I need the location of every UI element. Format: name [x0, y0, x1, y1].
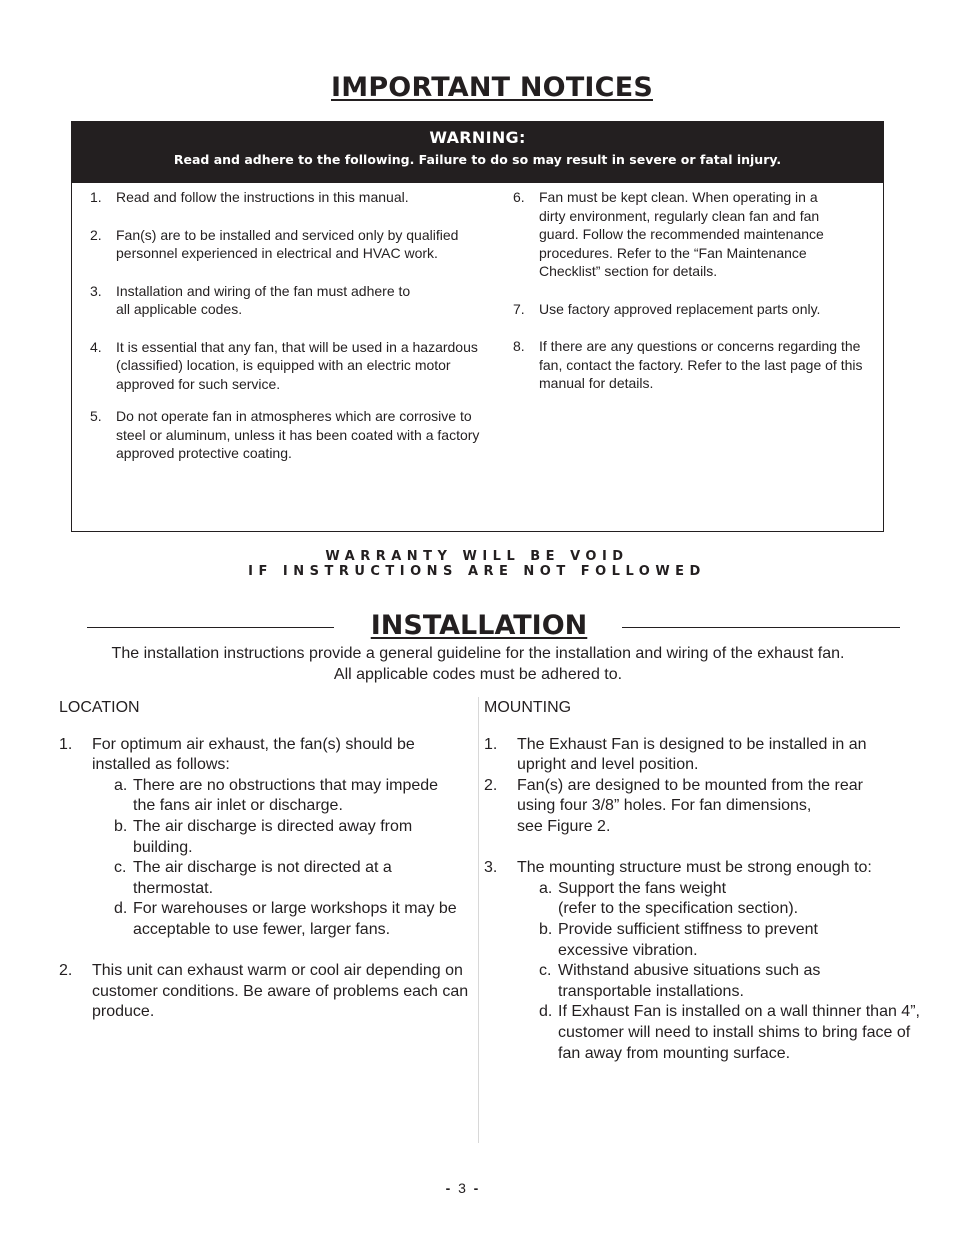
warning-text: Read and adhere to the following. Failure to do so may result in severe or fatal injury.: [173, 152, 782, 167]
subitem-text: Withstand abusive situations such as transportable installations.: [558, 962, 821, 1000]
spacer: [59, 941, 474, 962]
notice-item: [90, 226, 476, 263]
subitem-letter: d.: [114, 900, 128, 918]
subitem-letter: b.: [114, 817, 128, 835]
notice-text: Use factory approved replacement parts only.: [539, 300, 821, 317]
subitem-text: Support the fans weight: [558, 879, 727, 897]
item-number: 2.: [484, 776, 498, 794]
notice-item: [513, 300, 883, 319]
item-text: For optimum air exhaust, the fan(s) should be installed as follows:: [92, 735, 415, 774]
notice-item: [90, 282, 416, 319]
mounting-item: [484, 858, 937, 879]
important-notices-title: IMPORTANT NOTICES: [331, 72, 653, 103]
column-divider: [478, 697, 479, 1143]
subitem-letter: c.: [114, 859, 127, 877]
notice-item: [513, 188, 839, 281]
location-item: [59, 735, 447, 776]
intro-line-1: The installation instructions provide a general guideline for the installation and wiring of the exhaust fan.: [111, 645, 845, 662]
item-number: 1.: [484, 735, 498, 753]
warning-label: WARNING:: [429, 128, 526, 147]
notices-left-column: [90, 188, 490, 482]
installation-intro: [0, 643, 954, 685]
subitem-letter: a.: [539, 879, 553, 897]
subitem-text: The air discharge is not directed at a thermostat.: [133, 859, 392, 897]
notice-number: 2.: [90, 226, 102, 243]
warranty-notice: [0, 549, 954, 579]
subitem-text-continued: (refer to the specification section).: [558, 900, 799, 918]
subitem-letter: c.: [539, 962, 552, 980]
item-text: The Exhaust Fan is designed to be installed in an upright and level position.: [517, 735, 867, 774]
mounting-subitem: [539, 879, 898, 920]
mounting-item: [484, 776, 897, 838]
notice-text: Installation and wiring of the fan must adhere to all applicable codes.: [116, 282, 411, 317]
subitem-letter: d.: [539, 1003, 553, 1021]
location-column: [59, 698, 474, 1023]
notice-text: It is essential that any fan, that will be used in a hazardous (classified) location, is equipped with an electric motor approved for such service.: [116, 338, 478, 392]
location-subitem: [114, 858, 423, 899]
item-text: The mounting structure must be strong enough to:: [517, 859, 872, 877]
notice-text: Do not operate fan in atmospheres which are corrosive to steel or aluminum, unless it has been coated with a factory approved protective coating.: [116, 408, 480, 461]
mounting-subitem: [539, 961, 858, 1002]
notice-number: 5.: [90, 408, 102, 424]
item-text: Fan(s) are designed to be mounted from the rear using four 3/8” holes. For fan dimensions,: [517, 776, 863, 815]
warranty-line-2: IF INSTRUCTIONS ARE NOT FOLLOWED: [248, 564, 706, 579]
item-number: 3.: [484, 859, 498, 877]
mounting-item: [484, 735, 897, 776]
location-item: [59, 961, 474, 1023]
subitem-text: Provide sufficient stiffness to prevent excessive vibration.: [558, 920, 818, 959]
warning-header: [72, 122, 883, 183]
mounting-subitems: [517, 879, 924, 1064]
location-subitems: [92, 776, 474, 941]
mounting-subitem: [539, 920, 858, 961]
notice-text: Read and follow the instructions in this manual.: [116, 189, 409, 205]
mounting-column: [484, 698, 924, 1064]
item-text-continued: see Figure 2.: [517, 817, 611, 835]
location-subitem: [114, 899, 458, 940]
warning-box: [71, 121, 884, 532]
page-number: [0, 1180, 924, 1196]
notice-number: 1.: [90, 189, 102, 205]
subitem-text: If Exhaust Fan is installed on a wall thinner than 4”, customer will need to install shims to bring face of fan away from mounting surface.: [558, 1003, 920, 1062]
subitem-text: There are no obstructions that may impede the fans air inlet or discharge.: [133, 776, 439, 815]
item-text: This unit can exhaust warm or cool air depending on customer conditions. Be aware of problems each can produce.: [92, 962, 469, 1021]
location-subitem: [114, 817, 438, 858]
warranty-line-1: WARRANTY WILL BE VOID: [325, 549, 629, 564]
location-subitem: [114, 776, 463, 817]
spacer: [484, 838, 924, 859]
subitem-letter: a.: [114, 776, 128, 794]
subitem-letter: b.: [539, 920, 553, 938]
subitem-text: The air discharge is directed away from building.: [133, 817, 413, 856]
installation-title: INSTALLATION: [370, 610, 588, 641]
subitem-text: For warehouses or large workshops it may be acceptable to use fewer, larger fans.: [133, 900, 457, 938]
item-number: 1.: [59, 735, 73, 753]
location-heading: LOCATION: [59, 699, 140, 716]
notice-item: [513, 337, 884, 393]
mounting-heading: MOUNTING: [484, 699, 572, 716]
notice-text: Fan must be kept clean. When operating in a dirty environment, regularly clean fan and fan guard. Follow the recommended maintenance procedures. Refer to the “Fan Maintenance Checklist” section for details.: [539, 189, 824, 279]
notice-text: If there are any questions or concerns regarding the fan, contact the factory. Refer to the last page of this manual for details.: [539, 338, 863, 391]
notice-number: 3.: [90, 282, 102, 299]
notice-number: 6.: [513, 189, 525, 205]
notice-number: 4.: [90, 338, 102, 355]
notice-number: 7.: [513, 300, 525, 317]
notice-item: [90, 188, 490, 207]
page-number-value: 3: [458, 1180, 466, 1196]
page-number-dash-right: -: [473, 1180, 479, 1196]
notice-item: [90, 338, 490, 394]
notice-number: 8.: [513, 338, 525, 354]
page-number-dash-left: -: [445, 1180, 451, 1196]
item-number: 2.: [59, 962, 73, 980]
notice-text: Fan(s) are to be installed and serviced only by qualified personnel experienced in electrical and HVAC work.: [116, 226, 459, 261]
notice-item: [90, 407, 496, 463]
mounting-subitem: [539, 1002, 923, 1064]
intro-line-2: All applicable codes must be adhered to.: [333, 666, 623, 683]
notices-right-column: [513, 188, 883, 412]
